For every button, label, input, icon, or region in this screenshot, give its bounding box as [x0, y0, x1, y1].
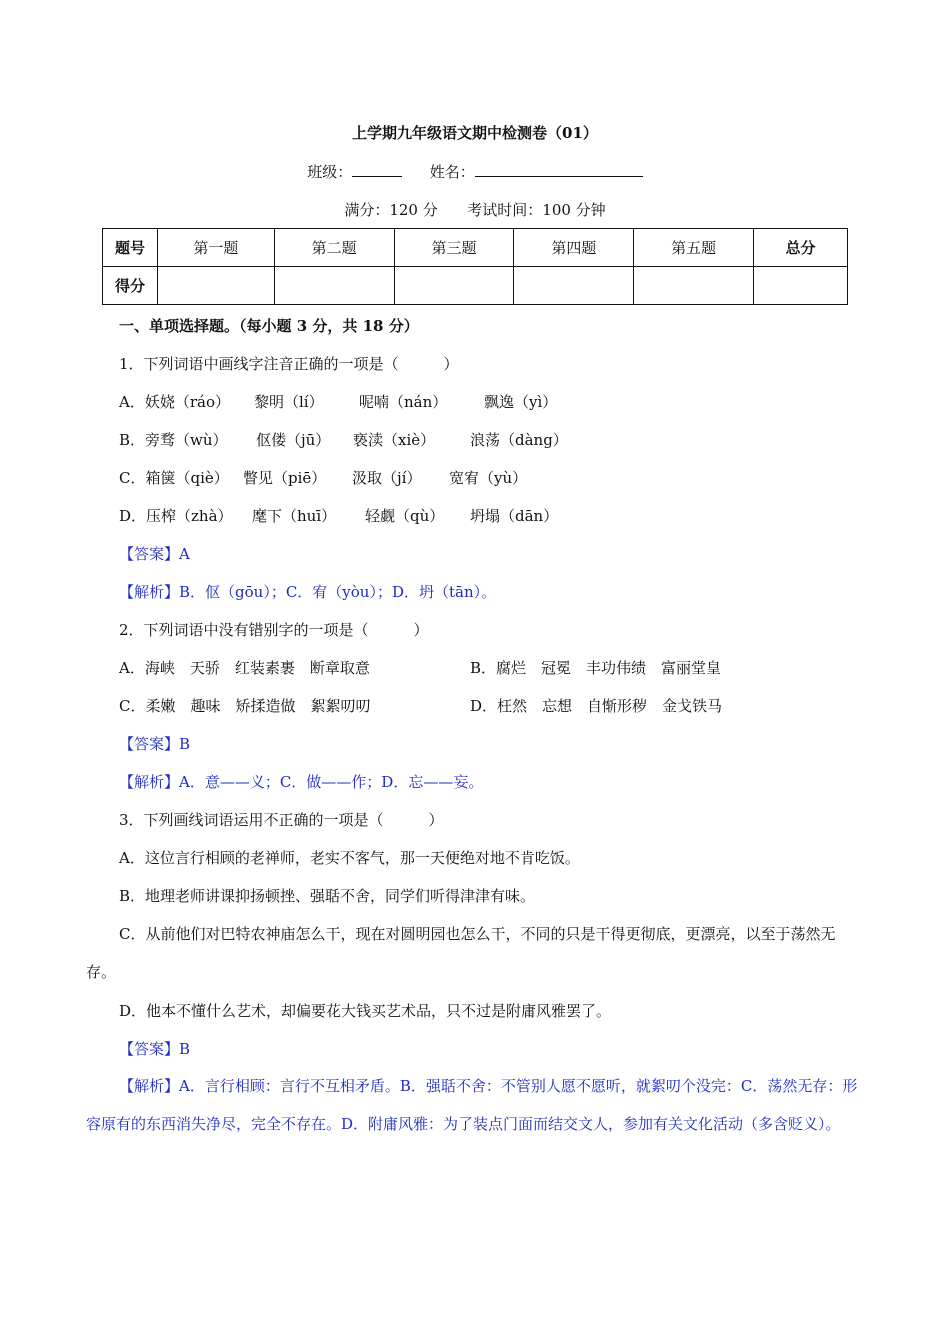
- option-part: 浪荡（dàng）: [470, 431, 568, 449]
- question-3-option-a: A．这位言行相顾的老禅师，老实不客气，那一天便绝对地不肯吃饭。: [119, 849, 580, 867]
- table-cell: 第四题: [514, 229, 634, 267]
- section-heading: 一、单项选择题。（每小题 3 分，共 18 分）: [119, 317, 419, 335]
- table-cell: 第三题: [394, 229, 514, 267]
- question-2-option-a: A．海峡 天骄 红装素裹 断章取意: [119, 659, 370, 677]
- question-3-analysis: 【解析】A．言行相顾：言行不互相矛盾。B．强聒不舍：不管别人愿不愿听，就絮叨个没完：C．荡然无存：形容原有的东西消失净尽，完全不存在。D．附庸风雅：为了装点门面而结交文人，参加有关文化活动（多含贬义）。: [86, 1077, 858, 1133]
- question-2-option-b: B．腐烂 冠冕 丰功伟绩 富丽堂皇: [470, 659, 722, 677]
- name-label: 姓名：: [429, 163, 475, 181]
- option-part: C．箱箧（qiè）: [119, 469, 229, 487]
- score-cell: [634, 267, 754, 305]
- name-blank: [475, 162, 643, 177]
- score-cell: [274, 267, 394, 305]
- question-2-answer: 【答案】B: [119, 735, 191, 753]
- option-part: 黎明（lí）: [254, 393, 324, 411]
- question-3-option-b: B．地理老师讲课抑扬顿挫、强聒不舍，同学们听得津津有味。: [119, 887, 536, 905]
- score-cell: [157, 267, 274, 305]
- question-1-stem: 1．下列词语中画线字注音正确的一项是（ ）: [119, 355, 459, 373]
- class-label: 班级：: [307, 163, 353, 181]
- table-cell: 第五题: [634, 229, 754, 267]
- class-blank: [352, 162, 402, 177]
- question-3-option-c: C．从前他们对巴特农神庙怎么干，现在对圆明园也怎么干，不同的只是干得更彻底，更漂亮，以至于荡然无存。: [86, 925, 836, 981]
- score-table-score-row: [103, 267, 848, 305]
- option-part: 麾下（huī）: [252, 507, 337, 525]
- question-1-answer: 【答案】A: [119, 545, 190, 563]
- option-part: 坍塌（dān）: [470, 507, 559, 525]
- exam-time: 考试时间：100 分钟: [467, 201, 606, 219]
- score-cell: [754, 267, 848, 305]
- option-part: 汲取（jí）: [352, 469, 422, 487]
- full-score: 满分：120 分: [344, 201, 438, 219]
- option-part: 伛偻（jū）: [256, 431, 331, 449]
- question-3-answer: 【答案】B: [119, 1040, 191, 1058]
- question-3-option-d: D．他本不懂什么艺术，却偏要花大钱买艺术品，只不过是附庸风雅罢了。: [119, 1002, 612, 1020]
- option-part: 亵渎（xiè）: [353, 431, 436, 449]
- question-2-stem: 2．下列词语中没有错别字的一项是（ ）: [119, 621, 429, 639]
- option-part: 宽宥（yù）: [449, 469, 528, 487]
- option-part: 轻觑（qù）: [365, 507, 445, 525]
- page-title: 上学期九年级语文期中检测卷（01）: [352, 124, 598, 142]
- question-3-stem: 3．下列画线词语运用不正确的一项是（ ）: [119, 811, 444, 829]
- score-table: [102, 228, 848, 305]
- table-cell: 题号: [103, 229, 158, 267]
- table-cell: 总分: [754, 229, 848, 267]
- question-2-option-d: D．枉然 忘想 自惭形秽 金戈铁马: [470, 697, 723, 715]
- option-part: 瞥见（piē）: [243, 469, 327, 487]
- exam-info-line: [0, 199, 950, 220]
- question-1-analysis: 【解析】B．伛（gōu）；C．宥（yòu）；D．坍（tān）。: [119, 583, 497, 601]
- score-cell: [514, 267, 634, 305]
- option-part: B．旁骛（wù）: [119, 431, 228, 449]
- table-cell: 第二题: [274, 229, 394, 267]
- option-part: D．压榨（zhà）: [119, 507, 233, 525]
- score-table-header-row: [103, 229, 848, 267]
- student-info-line: [0, 161, 950, 182]
- score-cell: [394, 267, 514, 305]
- table-cell: 得分: [103, 267, 158, 305]
- table-cell: 第一题: [157, 229, 274, 267]
- question-2-option-c: C．柔嫩 趣味 矫揉造做 絮絮叨叨: [119, 697, 371, 715]
- option-part: 呢喃（nán）: [359, 393, 448, 411]
- option-part: A．妖娆（ráo）: [119, 393, 230, 411]
- option-part: 飘逸（yì）: [484, 393, 558, 411]
- question-2-analysis: 【解析】A．意——义；C．做——作；D．忘——妄。: [119, 773, 484, 791]
